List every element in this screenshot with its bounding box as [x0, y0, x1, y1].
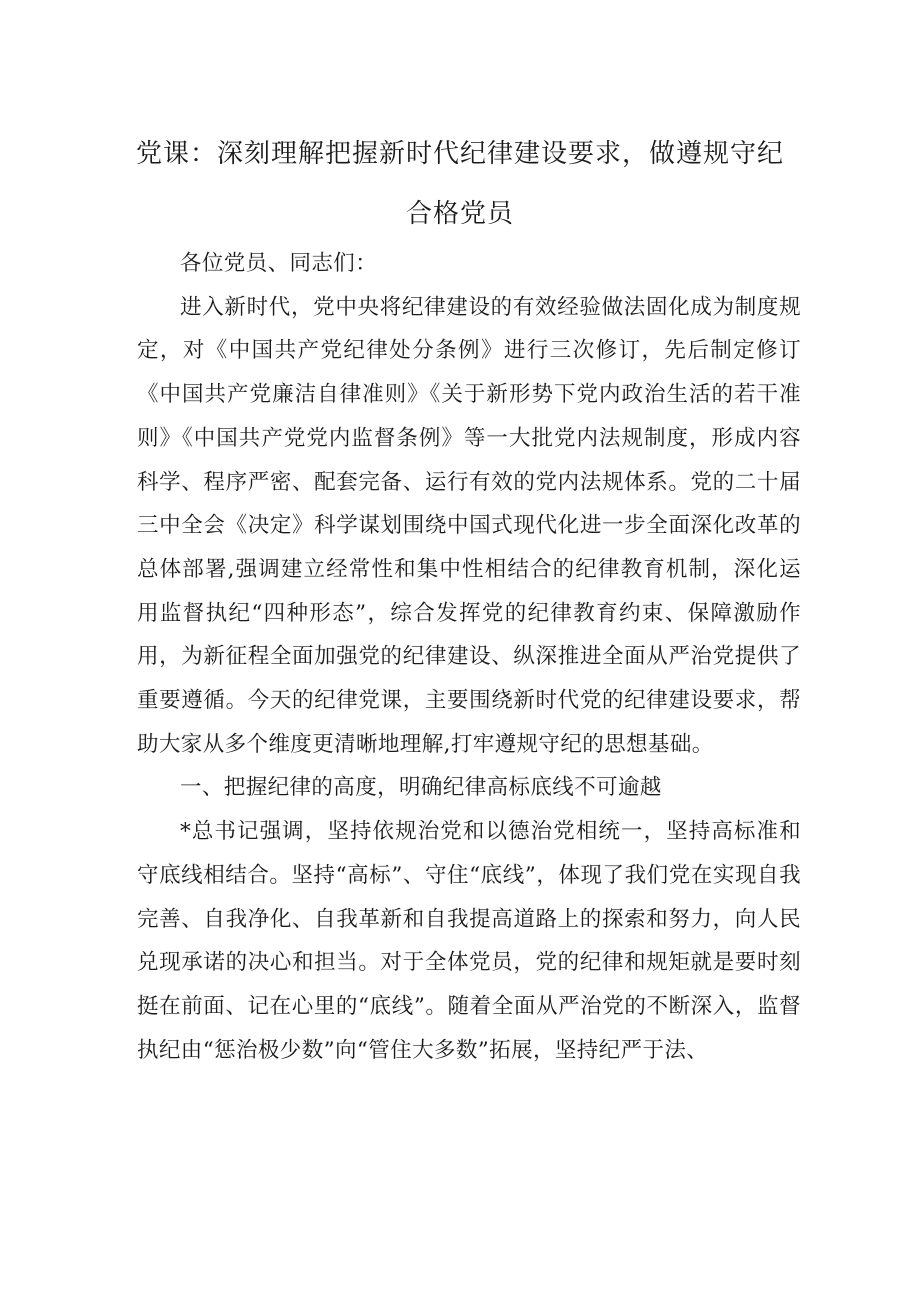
document-title: 党课：深刻理解把握新时代纪律建设要求，做遵规守纪合格党员 [135, 139, 784, 229]
intro-paragraph: 进入新时代，党中央将纪律建设的有效经验做法固化成为制度规定，对《中国共产党纪律处分条例》进行三次修订，先后制定修订《中国共产党廉洁自律准则》《关于新形势下党内政治生活的若干准则》《中国共产党党内监督条例》等一大批党内法规制度，形成内容科学、程序严密、配套完备、运行有效的党内法规体系。党的二十届三中全会《决定》科学谋划围绕中国式现代化进一步全面深化改革的总体部署,强调建立经常性和集中性相结合的纪律教育机制，深化运用监督执纪“四种形态”，综合发挥党的纪律教育约束、保障激励作用，为新征程全面加强党的纪律建设、纵深推进全面从严治党提供了重要遵循。今天的纪律党课，主要围绕新时代党的纪律建设要求，帮助大家从多个维度更清晰地理解,打牢遵规守纪的思想基础。 [137, 294, 801, 757]
section-heading: 一、把握纪律的高度，明确纪律高标底线不可逾越 [180, 775, 662, 801]
document-body [137, 242, 801, 1072]
section-paragraph: *总书记强调，坚持依规治党和以德治党相统一，坚持高标准和守底线相结合。坚持“高标”、守住“底线”，体现了我们党在实现自我完善、自我净化、自我革新和自我提高道路上的探索和努力，向人民兑现承诺的决心和担当。对于全体党员，党的纪律和规矩就是要时刻挺在前面、记在心里的“底线”。随着全面从严治党的不断深入，监督执纪由“惩治极少数”向“管住大多数”拓展，坚持纪严于法、 [137, 819, 801, 1063]
salutation: 各位党员、同志们： [180, 251, 378, 276]
